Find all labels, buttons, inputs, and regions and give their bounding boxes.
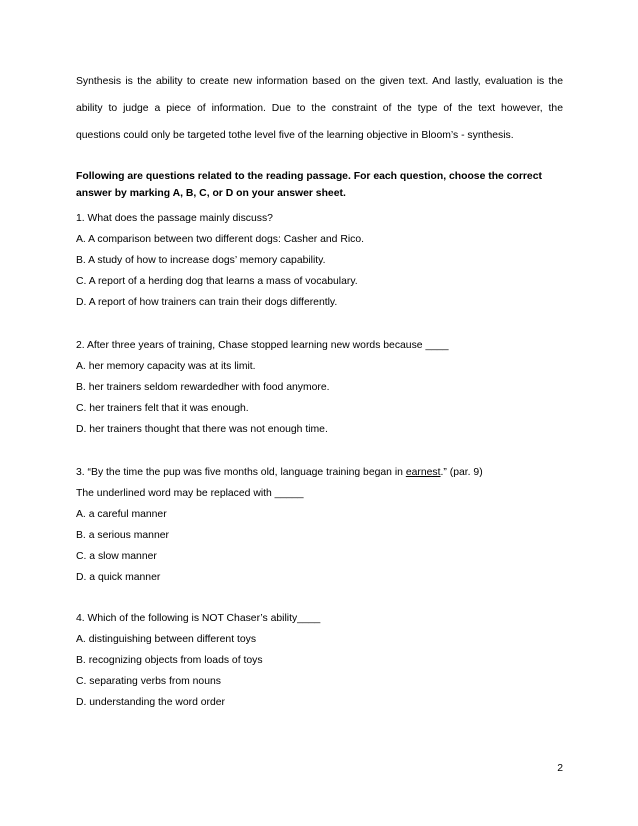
answer-option: D. understanding the word order (76, 697, 226, 708)
underlined-word: earnest (405, 467, 441, 478)
answer-option: C. separating verbs from nouns (76, 676, 221, 687)
answer-option: A. A comparison between two different dogs: Casher and Rico. (76, 234, 365, 245)
answer-option: B. her trainers seldom rewardedher with food anymore. (76, 382, 330, 393)
answer-option: B. A study of how to increase dogs’ memory capability. (76, 255, 326, 266)
intro-line: questions could only be targeted tothe level five of the learning objective in Bloom’s - synthesis. (76, 130, 514, 141)
question-1 (76, 208, 563, 313)
answer-option: D. A report of how trainers can train their dogs differently. (76, 297, 338, 308)
answer-option: D. a quick manner (76, 572, 161, 583)
answer-option: D. her trainers thought that there was not enough time. (76, 424, 328, 435)
answer-option: B. recognizing objects from loads of toys (76, 655, 263, 666)
stem-text: 3. “By the time the pup was five months old, language training began in (76, 467, 406, 478)
intro-line: Synthesis is the ability to create new information based on the given text. And lastly, evaluation is the (76, 76, 563, 87)
question-4 (76, 608, 563, 713)
answer-option: A. distinguishing between different toys (76, 634, 257, 645)
answer-option: C. A report of a herding dog that learns a mass of vocabulary. (76, 276, 358, 287)
intro-paragraph (76, 68, 563, 149)
question-2 (76, 335, 563, 440)
stem-text: .” (par. 9) (440, 467, 483, 478)
instructions-text: Following are questions related to the reading passage. For each question, choose the correct answer by marking A, B, C, or D on your answer sheet. (76, 171, 542, 199)
question-3 (76, 462, 563, 588)
question-stem (76, 462, 563, 483)
answer-option: B. a serious manner (76, 530, 169, 541)
question-stem: 2. After three years of training, Chase stopped learning new words because ____ (76, 340, 449, 351)
intro-line: ability to judge a piece of information. Due to the constraint of the type of the text however, the (76, 103, 563, 114)
answer-option: C. her trainers felt that it was enough. (76, 403, 249, 414)
answer-option: A. a careful manner (76, 509, 167, 520)
question-stem: 4. Which of the following is NOT Chaser’s ability____ (76, 613, 321, 624)
page-number: 2 (557, 763, 563, 774)
answer-option: A. her memory capacity was at its limit. (76, 361, 256, 372)
question-stem: 1. What does the passage mainly discuss? (76, 213, 273, 224)
question-stem-line2: The underlined word may be replaced with _____ (76, 488, 304, 499)
answer-option: C. a slow manner (76, 551, 157, 562)
